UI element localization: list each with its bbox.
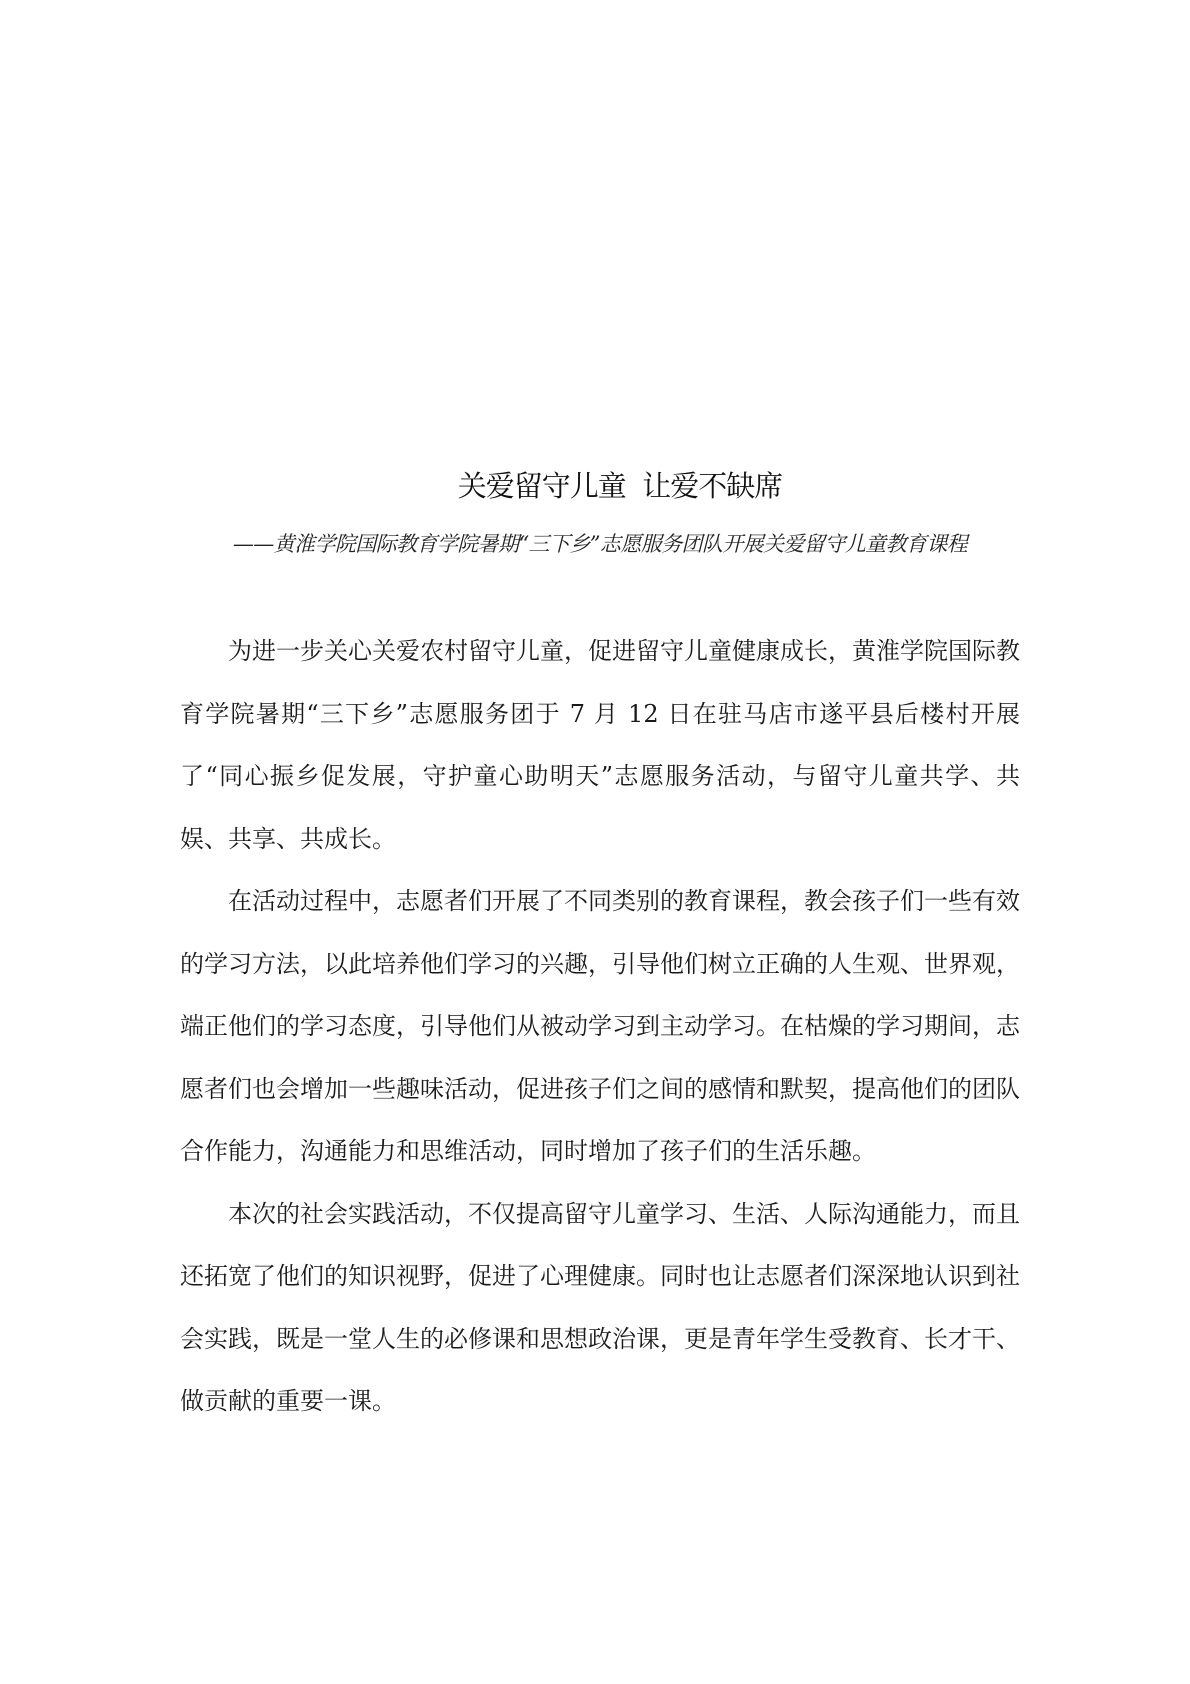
body-paragraph: 为进一步关心关爱农村留守儿童，促进留守儿童健康成长，黄淮学院国际教育学院暑期“三下乡”志愿服务团于 7 月 12 日在驻马店市遂平县后楼村开展了“同心振乡促发展，守护童心助明天”志愿服务活动，与留守儿童共学、共娱、共享、共成长。 bbox=[180, 637, 1020, 853]
document-body bbox=[180, 620, 1020, 1433]
body-paragraph: 本次的社会实践活动，不仅提高留守儿童学习、生活、人际沟通能力，而且还拓宽了他们的知识视野，促进了心理健康。同时也让志愿者们深深地认识到社会实践，既是一堂人生的必修课和思想政治课，更是青年学生受教育、长才干、做贡献的重要一课。 bbox=[180, 1199, 1020, 1415]
body-paragraph: 在活动过程中，志愿者们开展了不同类别的教育课程，教会孩子们一些有效的学习方法，以此培养他们学习的兴趣，引导他们树立正确的人生观、世界观，端正他们的学习态度，引导他们从被动学习到主动学习。在枯燥的学习期间，志愿者们也会增加一些趣味活动，促进孩子们之间的感情和默契，提高他们的团队合作能力，沟通能力和思维活动，同时增加了孩子们的生活乐趣。 bbox=[180, 887, 1020, 1165]
document-subtitle: ——黄淮学院国际教育学院暑期“三下乡”志愿服务团队开展关爱留守儿童教育课程 bbox=[232, 532, 968, 556]
document-title: 关爱留守儿童 让爱不缺席 bbox=[457, 469, 783, 503]
